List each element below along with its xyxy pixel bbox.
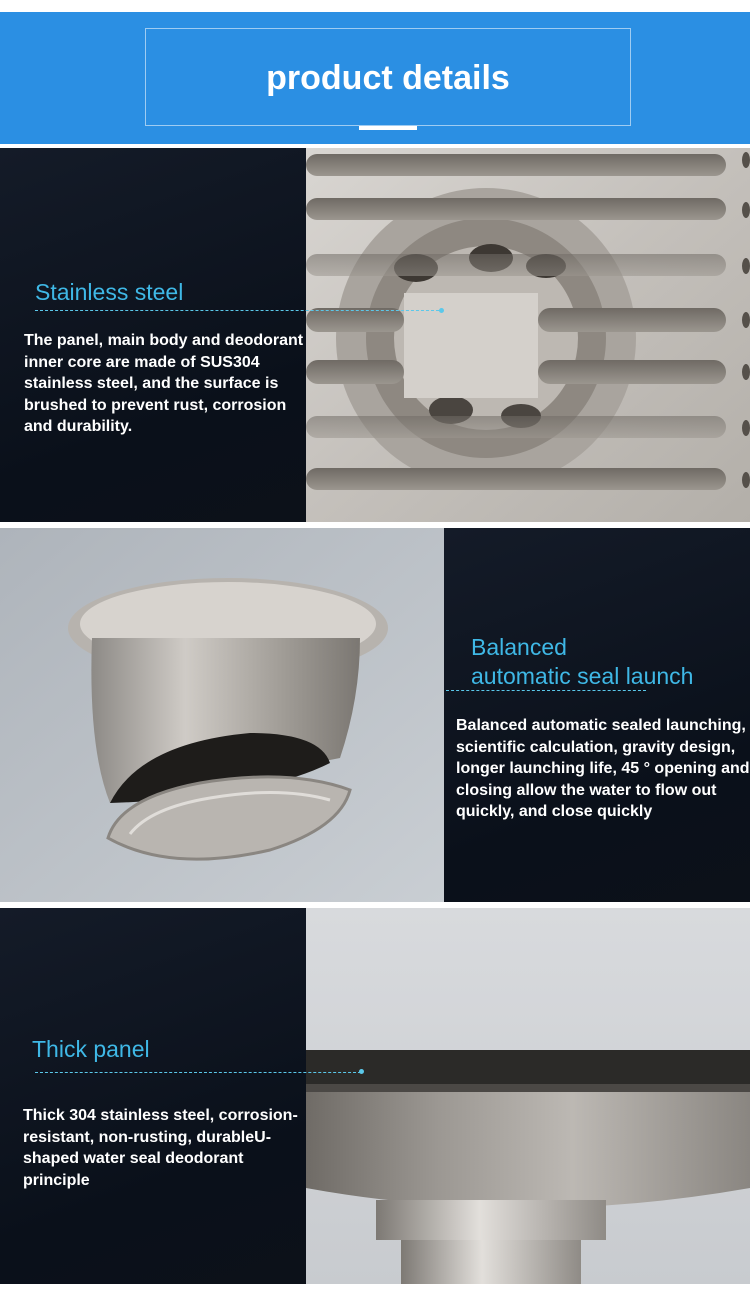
- seal-core-photo: [0, 528, 444, 902]
- panel-edge-image: [306, 908, 750, 1284]
- section-seal-launch: [0, 528, 750, 902]
- leader-dot: [439, 308, 444, 313]
- header-banner: [0, 12, 750, 144]
- drain-grate-image: [306, 148, 750, 522]
- section-stainless-steel: [0, 148, 750, 522]
- text-panel: [0, 908, 306, 1284]
- leader-dot: [359, 1069, 364, 1074]
- seal-core-image: [0, 528, 444, 902]
- heading-seal-launch-line1: Balanced: [471, 634, 567, 660]
- description-seal-launch: Balanced automatic sealed launching, scientific calculation, gravity design, longer launching life, 45 ° opening and closing allow the water to flow out quickly, and close quickly: [456, 717, 750, 821]
- heading-thick-panel: Thick panel: [32, 1036, 150, 1062]
- leader-line: [35, 1072, 361, 1073]
- heading-stainless-steel: Stainless steel: [35, 279, 184, 305]
- drain-grate-photo: [306, 148, 750, 522]
- header-frame: [145, 28, 631, 126]
- panel-edge-photo: [306, 908, 750, 1284]
- heading-seal-launch-line2: automatic seal launch: [471, 663, 694, 689]
- leader-line: [35, 310, 439, 311]
- title-underline: [359, 126, 417, 130]
- section-thick-panel: [0, 908, 750, 1284]
- page-title: product details: [266, 59, 510, 97]
- description-stainless-steel: The panel, main body and deodorant inner core are made of SUS304 stainless steel, and the surface is brushed to prevent rust, corrosion and durability.: [24, 332, 304, 436]
- description-thick-panel: Thick 304 stainless steel, corrosion-resistant, non-rusting, durableU-shaped water seal deodorant principle: [23, 1107, 298, 1189]
- leader-line: [446, 690, 646, 691]
